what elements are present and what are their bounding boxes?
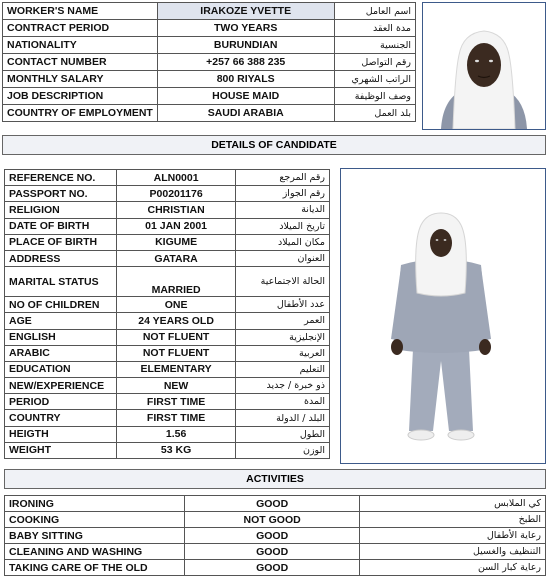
details-row-value: 1.56 [116, 426, 235, 442]
details-row-label: PERIOD [5, 394, 117, 410]
worker-info-row-value: IRAKOZE YVETTE [157, 3, 334, 20]
worker-info-row-arabic-label: بلد العمل [334, 105, 415, 122]
worker-info-row-label: CONTRACT PERIOD [3, 20, 158, 37]
activity-row-value: NOT GOOD [184, 512, 360, 528]
worker-info-row [3, 105, 416, 122]
activity-row-label: IRONING [5, 496, 185, 512]
worker-info-row-label: COUNTRY OF EMPLOYMENT [3, 105, 158, 122]
details-row-value: NEW [116, 378, 235, 394]
activity-row [5, 560, 546, 576]
details-row-arabic-label: الحالة الاجتماعية [236, 267, 330, 297]
activities-section-header: ACTIVITIES [4, 469, 546, 489]
details-row [5, 218, 330, 234]
activity-row-value: GOOD [184, 560, 360, 576]
details-row-value: FIRST TIME [116, 410, 235, 426]
worker-info-row-label: NATIONALITY [3, 37, 158, 54]
details-row-value: ELEMENTARY [116, 361, 235, 377]
details-row [5, 267, 330, 297]
details-row-arabic-label: البلد / الدولة [236, 410, 330, 426]
worker-info-row-value: BURUNDIAN [157, 37, 334, 54]
activity-row-label: BABY SITTING [5, 528, 185, 544]
details-row-label: MARITAL STATUS [5, 267, 117, 297]
worker-info-row-arabic-label: مدة العقد [334, 20, 415, 37]
details-row-label: NO OF CHILDREN [5, 297, 117, 313]
details-row [5, 329, 330, 345]
activity-row [5, 528, 546, 544]
details-row-arabic-label: التعليم [236, 361, 330, 377]
details-row-value: GATARA [116, 250, 235, 266]
details-row [5, 250, 330, 266]
worker-info-row-label: MONTHLY SALARY [3, 71, 158, 88]
details-row-value: ALN0001 [116, 170, 235, 186]
details-row-value: NOT FLUENT [116, 345, 235, 361]
worker-info-table [2, 2, 416, 122]
worker-info-row-value: HOUSE MAID [157, 88, 334, 105]
worker-info-row-arabic-label: رقم التواصل [334, 54, 415, 71]
worker-info-row-value: 800 RIYALS [157, 71, 334, 88]
details-row [5, 394, 330, 410]
details-row-arabic-label: رقم الجواز [236, 186, 330, 202]
details-row-arabic-label: الإنجليزية [236, 329, 330, 345]
details-row [5, 313, 330, 329]
worker-info-row-value: SAUDI ARABIA [157, 105, 334, 122]
details-row-label: HEIGTH [5, 426, 117, 442]
details-row-value: 53 KG [116, 442, 235, 458]
activity-row-value: GOOD [184, 528, 360, 544]
activity-row-label: CLEANING AND WASHING [5, 544, 185, 560]
worker-info-row-label: CONTACT NUMBER [3, 54, 158, 71]
activity-row-label: TAKING CARE OF THE OLD [5, 560, 185, 576]
details-row-label: COUNTRY [5, 410, 117, 426]
details-row [5, 378, 330, 394]
details-row-label: PLACE OF BIRTH [5, 234, 117, 250]
worker-info-row [3, 3, 416, 20]
details-section-header: DETAILS OF CANDIDATE [2, 135, 546, 155]
activity-row [5, 512, 546, 528]
worker-info-row-arabic-label: اسم العامل [334, 3, 415, 20]
activity-row-arabic-label: كي الملابس [360, 496, 546, 512]
worker-info-row [3, 88, 416, 105]
activity-row-label: COOKING [5, 512, 185, 528]
activity-row-value: GOOD [184, 496, 360, 512]
worker-info-row-value: TWO YEARS [157, 20, 334, 37]
details-row [5, 345, 330, 361]
details-row-value: KIGUME [116, 234, 235, 250]
activity-row-arabic-label: رعاية الأطفال [360, 528, 546, 544]
details-row-value: NOT FLUENT [116, 329, 235, 345]
activity-row-value: GOOD [184, 544, 360, 560]
details-row-arabic-label: المدة [236, 394, 330, 410]
worker-info-row [3, 20, 416, 37]
activity-row-arabic-label: التنظيف والغسيل [360, 544, 546, 560]
details-row-value: 01 JAN 2001 [116, 218, 235, 234]
details-row-label: AGE [5, 313, 117, 329]
details-row-label: ENGLISH [5, 329, 117, 345]
details-row-arabic-label: عدد الأطفال [236, 297, 330, 313]
worker-info-row-label: WORKER'S NAME [3, 3, 158, 20]
details-row [5, 442, 330, 458]
worker-info-row-value: +257 66 388 235 [157, 54, 334, 71]
details-row-label: EDUCATION [5, 361, 117, 377]
details-row-label: REFERENCE NO. [5, 170, 117, 186]
activity-row-arabic-label: الطبخ [360, 512, 546, 528]
details-row-arabic-label: العنوان [236, 250, 330, 266]
details-row-label: RELIGION [5, 202, 117, 218]
details-row-arabic-label: مكان الميلاد [236, 234, 330, 250]
details-row-label: ARABIC [5, 345, 117, 361]
worker-info-row [3, 54, 416, 71]
details-row [5, 234, 330, 250]
details-row-value: MARRIED [116, 267, 235, 297]
details-row-arabic-label: تاريخ الميلاد [236, 218, 330, 234]
details-row-arabic-label: الطول [236, 426, 330, 442]
activity-row-arabic-label: رعاية كبار السن [360, 560, 546, 576]
details-row-label: PASSPORT NO. [5, 186, 117, 202]
worker-info-row [3, 71, 416, 88]
details-row-value: CHRISTIAN [116, 202, 235, 218]
worker-info-row-arabic-label: الجنسية [334, 37, 415, 54]
details-row [5, 297, 330, 313]
full-body-photo [340, 168, 546, 464]
details-row [5, 426, 330, 442]
details-row-label: WEIGHT [5, 442, 117, 458]
worker-info-row-arabic-label: وصف الوظيفة [334, 88, 415, 105]
details-row-arabic-label: رقم المرجع [236, 170, 330, 186]
activity-row [5, 496, 546, 512]
headshot-photo [422, 2, 546, 130]
details-row [5, 202, 330, 218]
worker-info-row [3, 37, 416, 54]
candidate-details-table [4, 169, 330, 459]
details-row-arabic-label: العمر [236, 313, 330, 329]
details-row-arabic-label: العربية [236, 345, 330, 361]
details-row-value: 24 YEARS OLD [116, 313, 235, 329]
details-row [5, 170, 330, 186]
worker-info-row-arabic-label: الراتب الشهري [334, 71, 415, 88]
details-row-arabic-label: الديانة [236, 202, 330, 218]
details-row-label: DATE OF BIRTH [5, 218, 117, 234]
details-row [5, 361, 330, 377]
details-row-label: NEW/EXPERIENCE [5, 378, 117, 394]
activity-row [5, 544, 546, 560]
details-row-value: FIRST TIME [116, 394, 235, 410]
activities-table [4, 495, 546, 576]
details-row-arabic-label: ذو خبرة / جديد [236, 378, 330, 394]
details-row [5, 186, 330, 202]
details-row-value: P00201176 [116, 186, 235, 202]
worker-info-row-label: JOB DESCRIPTION [3, 88, 158, 105]
details-row-value: ONE [116, 297, 235, 313]
details-row [5, 410, 330, 426]
details-row-arabic-label: الوزن [236, 442, 330, 458]
details-row-label: ADDRESS [5, 250, 117, 266]
